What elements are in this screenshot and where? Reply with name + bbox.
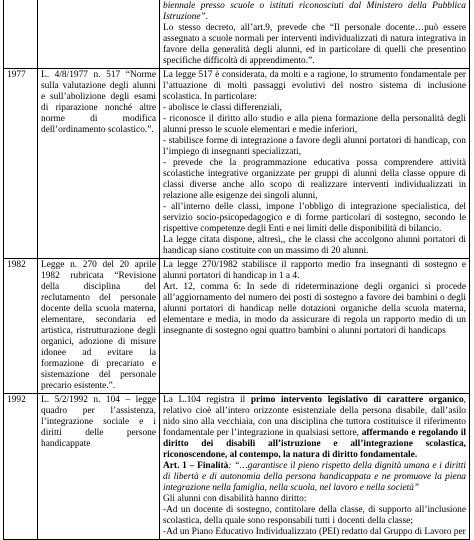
- paragraph: La legge 270/1982 stabilisce il rapporto medio fra insegnanti di sostegno e alunni portatori di handicap in 1 a 4.: [163, 260, 466, 281]
- paragraph: La legge 517 è considerata, da molti e a ragione, lo strumento fondamentale per l’attuazione di molti passaggi evolutivi del nostro sistema di inclusione scolastica. In particolare:: [163, 70, 466, 102]
- law-cell: L. 5/2/1992 n. 104 – legge quadro per l’assistenza, l’integrazione sociale e i diritti delle persone handicappate: [38, 394, 160, 540]
- list-item: - stabilisce forme di integrazione a favore degli alunni portatori di handicap, con l’impiego di insegnanti specializzati,: [163, 136, 466, 157]
- year-cell: [4, 0, 38, 69]
- law-cell: [38, 0, 160, 69]
- list-item: - prevede che la programmazione educativa possa comprendere attività scolastiche integrative organizzate per gruppi di alunni della classe oppure di classi diverse anche allo scopo di realizzare interventi individualizzati in relazione alle esigenze dei singoli alunni,: [163, 158, 466, 201]
- italic-text: : “…garantisce il pieno rispetto della dignità umana e i diritti di libertà e di autonomia della persona handicappata e ne promuove la piena integrazione nella famiglia, nella scuola, nel lavoro e nella società”: [163, 461, 467, 493]
- table-row: [4, 0, 470, 69]
- description-cell: [160, 69, 470, 259]
- list-item: - all’interno delle classi, impone l’obbligo di integrazione specialistica, del servizio socio-psicopedagogico e di forme particolari di sostegno, secondo le rispettive competenze degli Enti e nei limiti delle disponibilità di bilancio.: [163, 202, 466, 234]
- year-cell: 1982: [4, 259, 38, 394]
- paragraph: [163, 461, 466, 494]
- list-item: - riconosce il diritto allo studio e alla piena formazione della personalità degli alunni presso le scuole elementari e medie inferiori,: [163, 114, 466, 135]
- paragraph: La legge citata dispone, altresì,, che le classi che accolgono alunni portatori di handicap siano costituite con un massimo di 20 alunni.: [163, 235, 466, 256]
- paragraph: Lo stesso decreto, all’art.9, prevede che “Il personale docente…può essere assegnato a scuole normali per interventi individualizzati di natura integrativa in favore della generalità degli alunni, ed in particolare di quelli che presentino specifiche difficoltà di apprendimento.”.: [163, 23, 466, 66]
- bold-text: affermando e regolando il diritto dei disabili all’istruzione e all’integrazione scolastica, riconoscendone, al contempo, la natura di diritto fondamentale.: [163, 428, 467, 460]
- bold-text: primo intervento legislativo di carattere organico: [250, 395, 464, 405]
- paragraph: [163, 395, 466, 461]
- list-item: - abolisce le classi differenziali,: [163, 103, 282, 113]
- text-run: , relativo cioè all’intero orizzonte esistenziale della persona disabile, dall’asilo nido sino alla vecchiaia, con una disciplina che tuttora costituisce il riferimento fondamentale per l’integrazione in qualsiasi settore,: [163, 395, 466, 438]
- law-cell: L. 4/8/1977 n. 517 “Norme sulla valutazione degli alunni e sull’abolizione degli esami di riparazione nonché altre norme di modifica dell’ordinamento scolastico.”.: [38, 69, 160, 259]
- description-cell: [160, 394, 470, 540]
- table-row: [4, 69, 470, 259]
- description-cell: [160, 259, 470, 394]
- text-run: La L.104 registra il: [163, 395, 251, 405]
- paragraph: biennale presso scuole o istituti riconosciuti dal Ministero della Pubblica Istruzione”.: [163, 1, 466, 22]
- list-item: -Ad un docente di sostegno, contitolare della classe, di supporto all’inclusione scolastica, della quale sono responsabili tutti i docenti della classe;: [163, 505, 466, 526]
- list-item: -Ad un Piano Educativo Individualizzato (PEI) redatto dal Gruppo di Lavoro per: [163, 527, 466, 537]
- description-cell: [160, 0, 470, 69]
- year-cell: 1992: [4, 394, 38, 540]
- bold-text: Art. 1 – Finalità: [163, 461, 229, 471]
- law-cell: Legge n. 270 del 20 aprile 1982 rubricata “Revisione della disciplina del reclutamento del personale docente della scuola materna, elementare, secondaria ed artistica, ristrutturazione degli organici, adozione di misure idonee ad evitare la formazione di precariato e sistemazione del personale precario esistente.”.: [38, 259, 160, 394]
- legislation-table: [3, 0, 470, 540]
- year-cell: 1977: [4, 69, 38, 259]
- table-row: [4, 259, 470, 394]
- table-row: [4, 394, 470, 540]
- paragraph: Gli alunni con disabilità hanno diritto:: [163, 494, 307, 504]
- paragraph: Art. 12, comma 6: In sede di rideterminazione degli organici si procede all’aggiornamento del numero dei posti di sostegno a favore dei bambini o degli alunni portatori di handicap nelle dotazioni organiche della scuola materna, elementare e media, in modo da assicurare di regola un rapporto medio di un insegnante di sostegno ogni quattro bambini o alunni portatori di handicaps: [163, 282, 466, 336]
